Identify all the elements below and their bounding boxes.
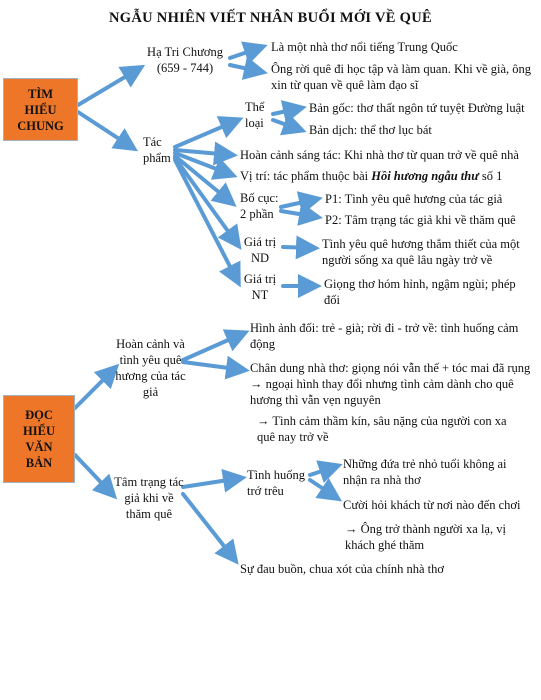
arrow-theloai-2 xyxy=(273,120,301,130)
author-years: (659 - 744) xyxy=(156,61,214,75)
arrow-work-theloai xyxy=(175,120,238,147)
tinh-huong-item-2: Cười hỏi khách từ nơi nào đến chơi xyxy=(343,498,521,512)
the-loai-label: Thể loại xyxy=(245,100,265,130)
the-loai-item-1: Bản gốc: thơ thất ngôn tứ tuyệt Đường luật xyxy=(309,101,525,115)
the-loai-item-2: Bản dịch: thể thơ lục bát xyxy=(309,123,432,137)
hoan-canh-sang-tac: Hoàn cảnh sáng tác: Khi nhà thơ từ quan trở về quê nhà xyxy=(240,148,519,162)
arrow-gtnd xyxy=(283,247,314,248)
arrow-hoancanh-1 xyxy=(183,333,244,360)
box-label-line: VĂN xyxy=(25,440,53,454)
bo-cuc-label: Bố cục: 2 phần xyxy=(240,191,279,221)
tinh-huong-label: Tình huống trớ trêu xyxy=(247,468,305,498)
page-title: NGẪU NHIÊN VIẾT NHÂN BUỔI MỚI VỀ QUÊ xyxy=(108,10,432,26)
gia-tri-nd-text: Tình yêu quê hương thắm thiết của một người sống xa quê lâu ngày trở về xyxy=(322,237,520,267)
gia-tri-nd-label: Giá trị ND xyxy=(243,235,277,265)
vi-tri xyxy=(240,168,502,184)
arrow-tinhhuong-2 xyxy=(310,480,337,498)
arrow-to-hoancanh xyxy=(75,368,115,408)
tinh-huong-conclusion: → Ông trở thành người xa lạ, vị khách ghé thăm xyxy=(345,522,506,552)
arrow-tinhhuong-1 xyxy=(310,466,337,475)
author-fact-1: Là một nhà thơ nổi tiếng Trung Quốc xyxy=(271,40,458,54)
arrow-bocuc-1 xyxy=(281,199,317,207)
bo-cuc-item-1: P1: Tình yêu quê hương của tác giả xyxy=(325,192,503,206)
box-label-line: BẢN xyxy=(25,456,53,470)
arrow-to-author xyxy=(78,68,140,105)
vi-tri-suffix: số 1 xyxy=(478,169,503,183)
vi-tri-title: Hồi hương ngẫu thư xyxy=(371,169,479,183)
arrow-to-work xyxy=(78,112,133,148)
arrow-theloai-1 xyxy=(273,108,301,114)
bo-cuc-item-2: P2: Tâm trạng tác giả khi về thăm quê xyxy=(325,213,516,227)
arrow-work-gtnt xyxy=(175,160,238,282)
arrow-bocuc-2 xyxy=(281,211,317,217)
arrow-tamtrang-daubuon xyxy=(183,494,235,560)
box-label-line: ĐỌC xyxy=(25,408,53,422)
arrow-tamtrang-tinhhuong xyxy=(183,478,241,487)
gia-tri-nt-label: Giá trị NT xyxy=(243,272,277,302)
hoan-canh-conclusion: → Tình cảm thầm kín, sâu nặng của người con xa quê nay trở về xyxy=(257,414,507,444)
box-label-line: HIỂU xyxy=(23,424,55,438)
vi-tri-prefix: Vị trí: tác phẩm thuộc bài xyxy=(240,169,372,183)
section-box-doc-hieu-van-ban xyxy=(3,395,75,483)
dau-buon: Sự đau buồn, chua xót của chính nhà thơ xyxy=(240,562,444,576)
tinh-huong-item-1: Những đứa trẻ nhỏ tuổi không ai nhận ra nhà thơ xyxy=(343,457,507,487)
hoan-canh-item-2: Chân dung nhà thơ: giọng nói vẫn thế + tóc mai đã rụng → ngoại hình thay đổi nhưng tình cảm dành cho quê hương thì vẫn vẹn nguyên xyxy=(250,361,531,407)
tam-trang-label: Tâm trạng tác giả khi về thăm quê xyxy=(114,475,184,521)
box-label-line: CHUNG xyxy=(17,118,64,133)
author-fact-2: Ông rời quê đi học tập và làm quan. Khi về già, ông xin từ quan về quê làm đạo sĩ xyxy=(271,62,532,92)
work-label: Tác phẩm xyxy=(143,135,171,165)
arrow-hoancanh-2 xyxy=(183,362,244,370)
box-label-line: TÌM xyxy=(28,86,53,101)
gia-tri-nt-text: Giọng thơ hóm hỉnh, ngậm ngùi; phép đối xyxy=(324,277,516,307)
author-name: Hạ Tri Chương xyxy=(147,45,223,59)
hoan-canh-item-1: Hình ảnh đối: trẻ - già; rời đi - trở về: tình huống cảm động xyxy=(250,321,519,351)
section-box-tim-hieu-chung xyxy=(3,78,78,141)
hoan-canh-label: Hoàn cảnh và tình yêu quê hương của tác giả xyxy=(115,337,186,399)
arrow-to-tamtrang xyxy=(75,455,113,495)
box-label-line: HIỂU xyxy=(24,102,57,117)
